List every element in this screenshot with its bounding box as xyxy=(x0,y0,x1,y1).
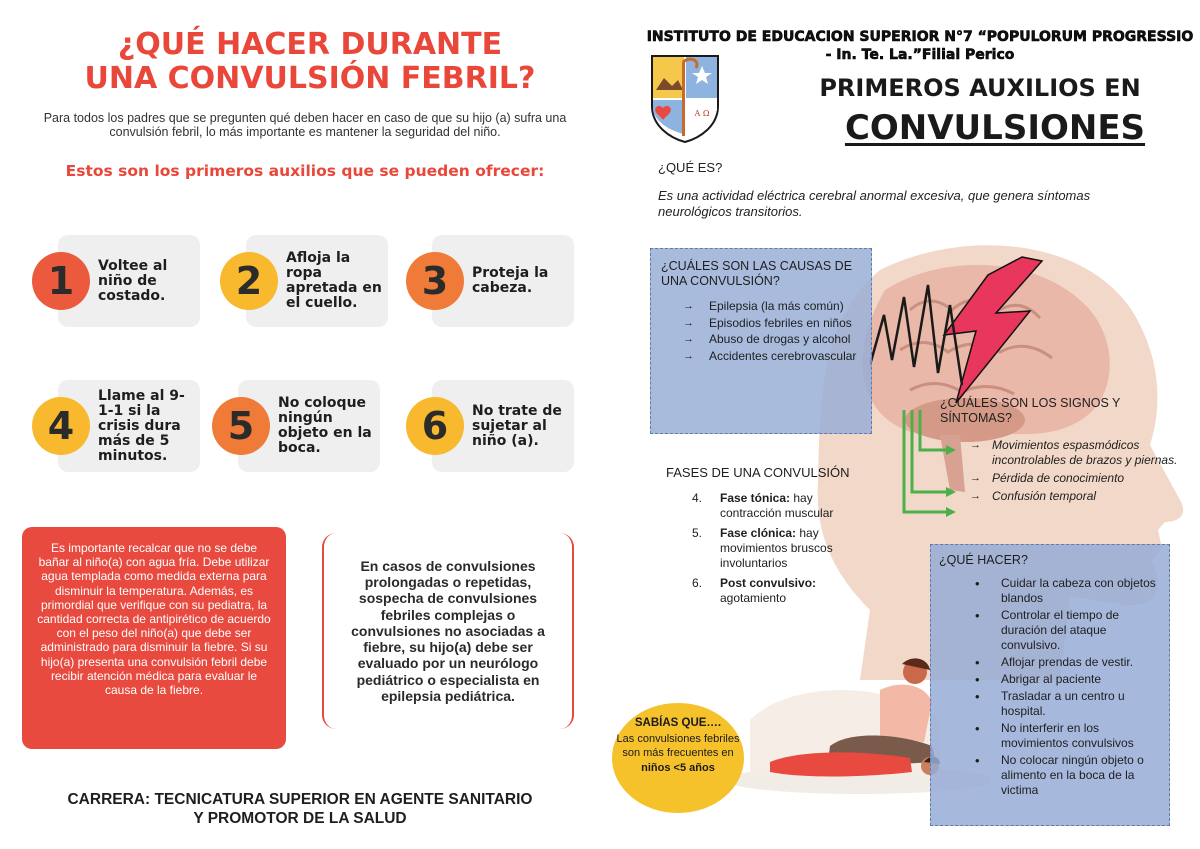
signs-list xyxy=(940,438,1190,504)
todo-item: • Abrigar al paciente xyxy=(939,672,1161,687)
step-text: Afloja la ropa apretada en el cuello. xyxy=(286,250,382,311)
cause-item: → Abuso de drogas y alcohol xyxy=(661,332,861,347)
phase-number: 6. xyxy=(692,576,703,590)
step-text: No trate de sujetar al niño (a). xyxy=(472,402,562,449)
phase-desc: agotamiento xyxy=(720,591,787,605)
phase-item xyxy=(666,576,866,606)
signs-heading: ¿CUÁLES SON LOS SIGNOS Y SÍNTOMAS? xyxy=(940,396,1121,425)
step-number-badge: 2 xyxy=(220,252,278,310)
phase-name: Post convulsivo: xyxy=(720,576,817,590)
step-number-badge: 6 xyxy=(406,397,464,455)
todo-item: • Controlar el tiempo de duración del ataque convulsivo. xyxy=(939,608,1161,653)
shield-label: A Ω xyxy=(694,109,710,118)
causes-box xyxy=(650,248,872,434)
right-page xyxy=(600,0,1200,849)
fever-care-note: Es importante recalcar que no se debe bañar al niño(a) con agua fría. Debe utilizar agua templada como medida externa para disminuir la temperatura. Además, es primordial que verifique con su pediatra, la cantidad correcta de antipirético de acuerdo con el peso del niño(a) que debe ser administrado para disminuir la fiebre. Si su hijo(a) presenta una convulsión febril debe recibir atención médica para evaluar le causa de la fiebre. xyxy=(22,527,286,749)
institute-header xyxy=(640,28,1200,64)
first-aid-subtitle: Estos son los primeros auxilios que se pueden ofrecer: xyxy=(65,162,545,180)
what-to-do-list xyxy=(939,576,1161,798)
step-6 xyxy=(404,380,574,472)
todo-item: • No colocar ningún objeto o alimento en la boca de la victima xyxy=(939,753,1161,798)
step-text: No coloque ningún objeto en la boca. xyxy=(278,395,372,456)
todo-item: • Cuidar la cabeza con objetos blandos xyxy=(939,576,1161,606)
step-number-badge: 1 xyxy=(32,252,90,310)
institute-shield-icon xyxy=(650,54,720,144)
step-number-badge: 3 xyxy=(406,252,464,310)
main-title xyxy=(30,28,590,96)
main-title-line1: ¿QUÉ HACER DURANTE xyxy=(117,27,503,62)
step-4 xyxy=(30,380,200,472)
what-to-do-box xyxy=(930,544,1170,826)
specialist-note: En casos de convulsiones prolongadas o repetidas, sospecha de convulsiones febriles complejas o convulsiones no asociadas a fiebre, su hijo(a) debe ser evaluado por un neurólogo pediátrico o especialista en epilepsia pediátrica. xyxy=(351,558,545,704)
definition-text: Es una actividad eléctrica cerebral anormal excesiva, que genera síntomas neurológicos transitorios. xyxy=(658,188,1091,219)
did-you-know-text: Las convulsiones febriles son más frecuentes en xyxy=(616,733,740,759)
specialist-note-frame xyxy=(322,533,574,729)
sign-item: → Pérdida de conocimiento xyxy=(940,471,1190,486)
step-text: Llame al 9-1-1 si la crisis dura más de 5 minutos. xyxy=(98,387,185,464)
step-number-badge: 4 xyxy=(32,397,90,455)
cause-item: → Epilepsia (la más común) xyxy=(661,299,861,314)
phase-number: 5. xyxy=(692,526,703,540)
phases-section xyxy=(666,464,866,611)
phase-number: 4. xyxy=(692,491,703,505)
step-5 xyxy=(210,380,380,472)
step-number-badge: 5 xyxy=(212,397,270,455)
did-you-know-badge xyxy=(612,703,744,813)
phase-item xyxy=(666,526,866,571)
what-to-do-heading: ¿QUÉ HACER? xyxy=(939,553,1028,567)
career-label xyxy=(10,790,590,828)
todo-item: • Trasladar a un centro u hospital. xyxy=(939,689,1161,719)
phase-desc: hay movimientos bruscos involuntarios xyxy=(720,526,833,570)
step-text: Voltee al niño de costado. xyxy=(98,257,168,304)
causes-heading: ¿CUÁLES SON LAS CAUSAS DE UNA CONVULSIÓN? xyxy=(661,259,853,288)
sign-item: → Confusión temporal xyxy=(940,489,1190,504)
step-2 xyxy=(218,235,388,327)
que-es-label: ¿QUÉ ES? xyxy=(658,160,723,175)
phase-desc: hay contracción muscular xyxy=(720,491,834,520)
did-you-know-highlight: niños <5 años xyxy=(641,762,715,774)
main-title-line2: UNA CONVULSIÓN FEBRIL? xyxy=(84,61,536,96)
step-text: Proteja la cabeza. xyxy=(472,265,549,296)
phase-item xyxy=(666,491,866,521)
intro-text: Para todos los padres que se pregunten qué deben hacer en caso de que su hijo (a) sufra una convulsión febril, lo más importante es mantener la seguridad del niño. xyxy=(43,111,567,139)
step-3 xyxy=(404,235,574,327)
institute-line1: INSTITUTO DE EDUCACION SUPERIOR N°7 “POPULORUM PROGRESSIO xyxy=(646,29,1194,45)
cause-item: → Episodios febriles en niños xyxy=(661,316,861,331)
lightning-icon xyxy=(870,255,1070,405)
institute-line2: - In. Te. La.”Filial Perico xyxy=(825,47,1015,63)
causes-list xyxy=(661,299,861,363)
phases-list xyxy=(666,491,866,606)
todo-item: • No interferir en los movimientos convulsivos xyxy=(939,721,1161,751)
step-1 xyxy=(30,235,200,327)
signs-section xyxy=(940,396,1190,507)
sign-item: → Movimientos espasmódicos incontrolables de brazos y piernas. xyxy=(940,438,1190,468)
career-line1: CARRERA: TECNICATURA SUPERIOR EN AGENTE SANITARIO xyxy=(67,791,533,808)
phase-name: Fase tónica: xyxy=(720,491,791,505)
todo-item: • Aflojar prendas de vestir. xyxy=(939,655,1161,670)
right-title-primeros: PRIMEROS AUXILIOS EN xyxy=(819,74,1141,102)
did-you-know-heading: SABÍAS QUE…. xyxy=(634,717,722,729)
career-line2: Y PROMOTOR DE LA SALUD xyxy=(193,810,407,827)
phases-heading: FASES DE UNA CONVULSIÓN xyxy=(666,465,850,480)
right-title-convulsiones: CONVULSIONES xyxy=(844,108,1146,148)
phase-name: Fase clónica: xyxy=(720,526,797,540)
cause-item: → Accidentes cerebrovascular xyxy=(661,349,861,364)
